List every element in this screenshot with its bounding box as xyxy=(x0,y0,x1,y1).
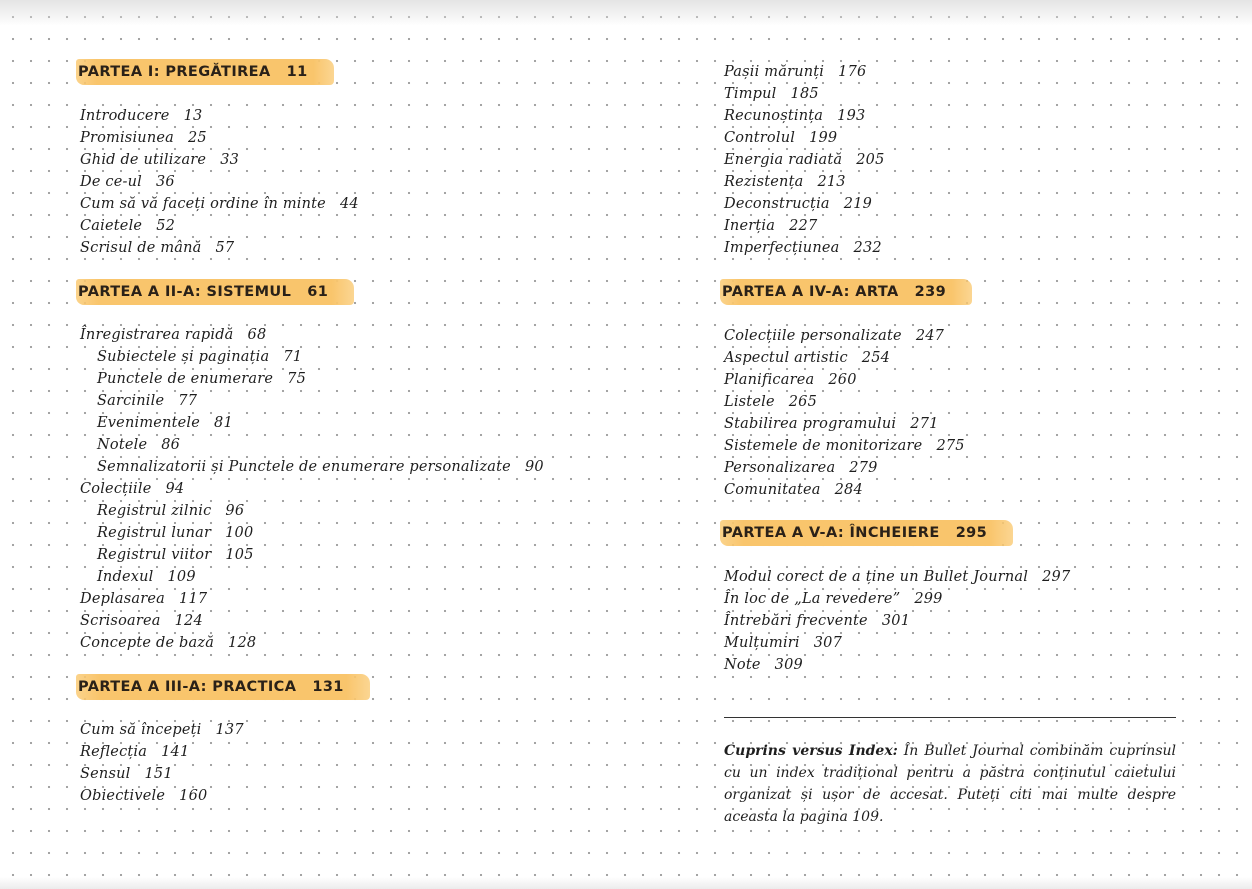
page-number: 90 xyxy=(524,459,544,475)
page-number: 100 xyxy=(225,525,254,541)
page-number: 128 xyxy=(228,635,257,651)
toc-section-heading xyxy=(76,674,370,700)
toc-entry xyxy=(80,128,207,148)
page-number: 193 xyxy=(837,108,866,124)
toc-entry xyxy=(80,764,173,784)
entry-title: Reflecția xyxy=(80,744,148,760)
page-number: 68 xyxy=(247,327,267,343)
toc-entry xyxy=(80,457,544,477)
entry-title: Rezistența xyxy=(724,174,804,190)
entry-title: Aspectul artistic xyxy=(724,350,848,366)
page-number: 213 xyxy=(817,174,846,190)
toc-section-heading xyxy=(76,59,334,85)
page-number: 81 xyxy=(214,415,233,431)
page-number: 199 xyxy=(809,130,838,146)
entry-title: Colecțiile xyxy=(80,481,152,497)
page-number: 160 xyxy=(179,788,208,804)
entry-title: Indexul xyxy=(97,569,154,585)
toc-entry xyxy=(80,216,175,236)
toc-entry xyxy=(724,458,878,478)
page-number: 176 xyxy=(838,64,867,80)
entry-title: Colecțiile personalizate xyxy=(724,328,902,344)
page-number: 275 xyxy=(936,438,965,454)
page-number: 75 xyxy=(287,371,306,387)
toc-entry xyxy=(80,369,306,389)
entry-title: Imperfecțiunea xyxy=(724,240,840,256)
toc-entry xyxy=(724,238,882,258)
toc-entry xyxy=(80,194,359,214)
toc-entry xyxy=(80,523,253,543)
toc-entry xyxy=(80,720,244,740)
toc-entry xyxy=(80,567,196,587)
toc-entry xyxy=(724,150,885,170)
entry-title: Comunitatea xyxy=(724,482,821,498)
page-number: 141 xyxy=(161,744,190,760)
entry-title: Promisiunea xyxy=(80,130,174,146)
page-number: 299 xyxy=(914,591,943,607)
toc-entry xyxy=(724,567,1070,587)
entry-title: Cum să începeți xyxy=(80,722,202,738)
toc-entry xyxy=(80,786,207,806)
toc-entry xyxy=(724,128,837,148)
page-gutter-shadow-top xyxy=(0,0,1252,26)
toc-entry xyxy=(80,479,184,499)
page-number: 239 xyxy=(914,284,947,300)
entry-title: Scrisoarea xyxy=(80,613,161,629)
page-number: 185 xyxy=(790,86,819,102)
toc-entry xyxy=(80,106,202,126)
entry-title: În loc de „La revedere” xyxy=(724,591,901,607)
toc-entry xyxy=(80,150,239,170)
toc-entry xyxy=(80,391,197,411)
entry-title: Registrul viitor xyxy=(97,547,212,563)
entry-title: Recunoștința xyxy=(724,108,824,124)
note-text: În Bullet Journal combinăm cuprinsul cu un index tradițional pentru a păstra conținutul caietului organizat și ușor de accesat. Puteți citi mai multe despre aceasta la pagina 109. xyxy=(724,743,1176,825)
page-number: 61 xyxy=(307,284,329,300)
entry-title: Concepte de bază xyxy=(80,635,215,651)
entry-title: Pașii mărunți xyxy=(724,64,825,80)
toc-entry xyxy=(80,238,234,258)
entry-title: Subiectele și paginația xyxy=(97,349,270,365)
page-number: 109 xyxy=(167,569,196,585)
section-title: PARTEA A II-A: SISTEMUL xyxy=(78,284,292,300)
page-number: 260 xyxy=(828,372,857,388)
entry-title: Cum să vă faceți ordine în minte xyxy=(80,196,326,212)
page-number: 131 xyxy=(312,679,344,695)
toc-entry xyxy=(724,392,817,412)
toc-entry xyxy=(724,194,872,214)
entry-title: Scrisul de mână xyxy=(80,240,202,256)
entry-title: Sistemele de monitorizare xyxy=(724,438,923,454)
toc-entry xyxy=(80,347,302,367)
toc-entry xyxy=(80,633,256,653)
entry-title: Mulțumiri xyxy=(724,635,800,651)
page-number: 86 xyxy=(161,437,181,453)
page-number: 284 xyxy=(834,482,863,498)
toc-entry xyxy=(724,62,866,82)
page-number: 227 xyxy=(789,218,818,234)
toc-entry xyxy=(724,633,842,653)
toc-entry xyxy=(724,172,846,192)
toc-section-heading xyxy=(720,520,1013,546)
section-title: PARTEA A V-A: ÎNCHEIERE xyxy=(722,525,940,541)
toc-entry xyxy=(724,611,910,631)
page-number: 247 xyxy=(915,328,945,344)
entry-title: Registrul zilnic xyxy=(97,503,212,519)
page-number: 295 xyxy=(955,525,988,541)
page-number: 36 xyxy=(156,174,175,190)
toc-entry xyxy=(80,172,175,192)
page-number: 44 xyxy=(339,196,359,212)
page-number: 57 xyxy=(215,240,235,256)
page-number: 271 xyxy=(910,416,939,432)
toc-entry xyxy=(80,742,189,762)
toc-entry xyxy=(80,325,266,345)
page-number: 232 xyxy=(853,240,882,256)
page-number: 307 xyxy=(813,635,843,651)
entry-title: Timpul xyxy=(724,86,777,102)
entry-title: Semnalizatorii și Punctele de enumerare personalizate xyxy=(97,459,511,475)
entry-title: Punctele de enumerare xyxy=(97,371,274,387)
toc-entry xyxy=(724,106,865,126)
section-title: PARTEA I: PREGĂTIREA xyxy=(78,64,271,80)
toc-entry xyxy=(724,84,819,104)
page-number: 77 xyxy=(178,393,198,409)
page-number: 297 xyxy=(1042,569,1071,585)
page-number: 254 xyxy=(861,350,891,366)
page-number: 52 xyxy=(156,218,176,234)
page-number: 309 xyxy=(774,657,803,673)
toc-entry xyxy=(724,326,944,346)
page-edge-shadow-bottom xyxy=(0,877,1252,889)
page-number: 117 xyxy=(179,591,208,607)
entry-title: Inerția xyxy=(724,218,776,234)
toc-section-heading xyxy=(76,279,354,305)
page-number: 33 xyxy=(220,152,240,168)
entry-title: Planificarea xyxy=(724,372,815,388)
section-title: PARTEA A IV-A: ARTA xyxy=(722,284,899,300)
entry-title: Listele xyxy=(724,394,775,410)
section-title: PARTEA A III-A: PRACTICA xyxy=(78,679,297,695)
toc-entry xyxy=(80,501,244,521)
note-divider xyxy=(724,717,1176,718)
toc-entry xyxy=(80,413,233,433)
page-number: 124 xyxy=(174,613,203,629)
toc-entry xyxy=(724,589,943,609)
entry-title: Energia radiată xyxy=(724,152,843,168)
entry-title: De ce-ul xyxy=(80,174,142,190)
page-number: 105 xyxy=(225,547,254,563)
entry-title: Obiectivele xyxy=(80,788,166,804)
entry-title: Sensul xyxy=(80,766,131,782)
entry-title: Întrebări frecvente xyxy=(724,613,868,629)
page-number: 25 xyxy=(188,130,207,146)
entry-title: Introducere xyxy=(80,108,170,124)
page-number: 301 xyxy=(881,613,911,629)
page-number: 219 xyxy=(843,196,873,212)
page-number: 13 xyxy=(183,108,203,124)
toc-entry xyxy=(724,414,939,434)
entry-title: Deplasarea xyxy=(80,591,166,607)
note-title: Cuprins versus Index: xyxy=(724,743,898,759)
page-number: 205 xyxy=(856,152,885,168)
page-number: 71 xyxy=(283,349,303,365)
entry-title: Ghid de utilizare xyxy=(80,152,207,168)
entry-title: Caietele xyxy=(80,218,143,234)
entry-title: Personalizarea xyxy=(724,460,836,476)
toc-entry xyxy=(80,589,207,609)
page-number: 96 xyxy=(225,503,245,519)
page-number: 11 xyxy=(286,64,308,80)
entry-title: Sarcinile xyxy=(97,393,165,409)
toc-entry xyxy=(724,480,863,500)
entry-title: Modul corect de a ține un Bullet Journal xyxy=(724,569,1029,585)
toc-entry xyxy=(724,348,890,368)
page-number: 94 xyxy=(165,481,185,497)
toc-entry xyxy=(724,216,817,236)
toc-note xyxy=(724,740,1176,828)
entry-title: Stabilirea programului xyxy=(724,416,897,432)
toc-entry xyxy=(724,370,857,390)
toc-entry xyxy=(724,436,965,456)
entry-title: Controlul xyxy=(724,130,796,146)
entry-title: Înregistrarea rapidă xyxy=(80,327,234,343)
toc-entry xyxy=(724,655,803,675)
page-number: 137 xyxy=(215,722,244,738)
toc-entry xyxy=(80,545,254,565)
entry-title: Deconstrucția xyxy=(724,196,830,212)
page-number: 279 xyxy=(849,460,878,476)
toc-section-heading xyxy=(720,279,972,305)
page-number: 151 xyxy=(144,766,173,782)
entry-title: Notele xyxy=(97,437,148,453)
entry-title: Evenimentele xyxy=(97,415,201,431)
toc-entry xyxy=(80,611,203,631)
entry-title: Note xyxy=(724,657,761,673)
page-number: 265 xyxy=(788,394,818,410)
entry-title: Registrul lunar xyxy=(97,525,212,541)
toc-entry xyxy=(80,435,180,455)
